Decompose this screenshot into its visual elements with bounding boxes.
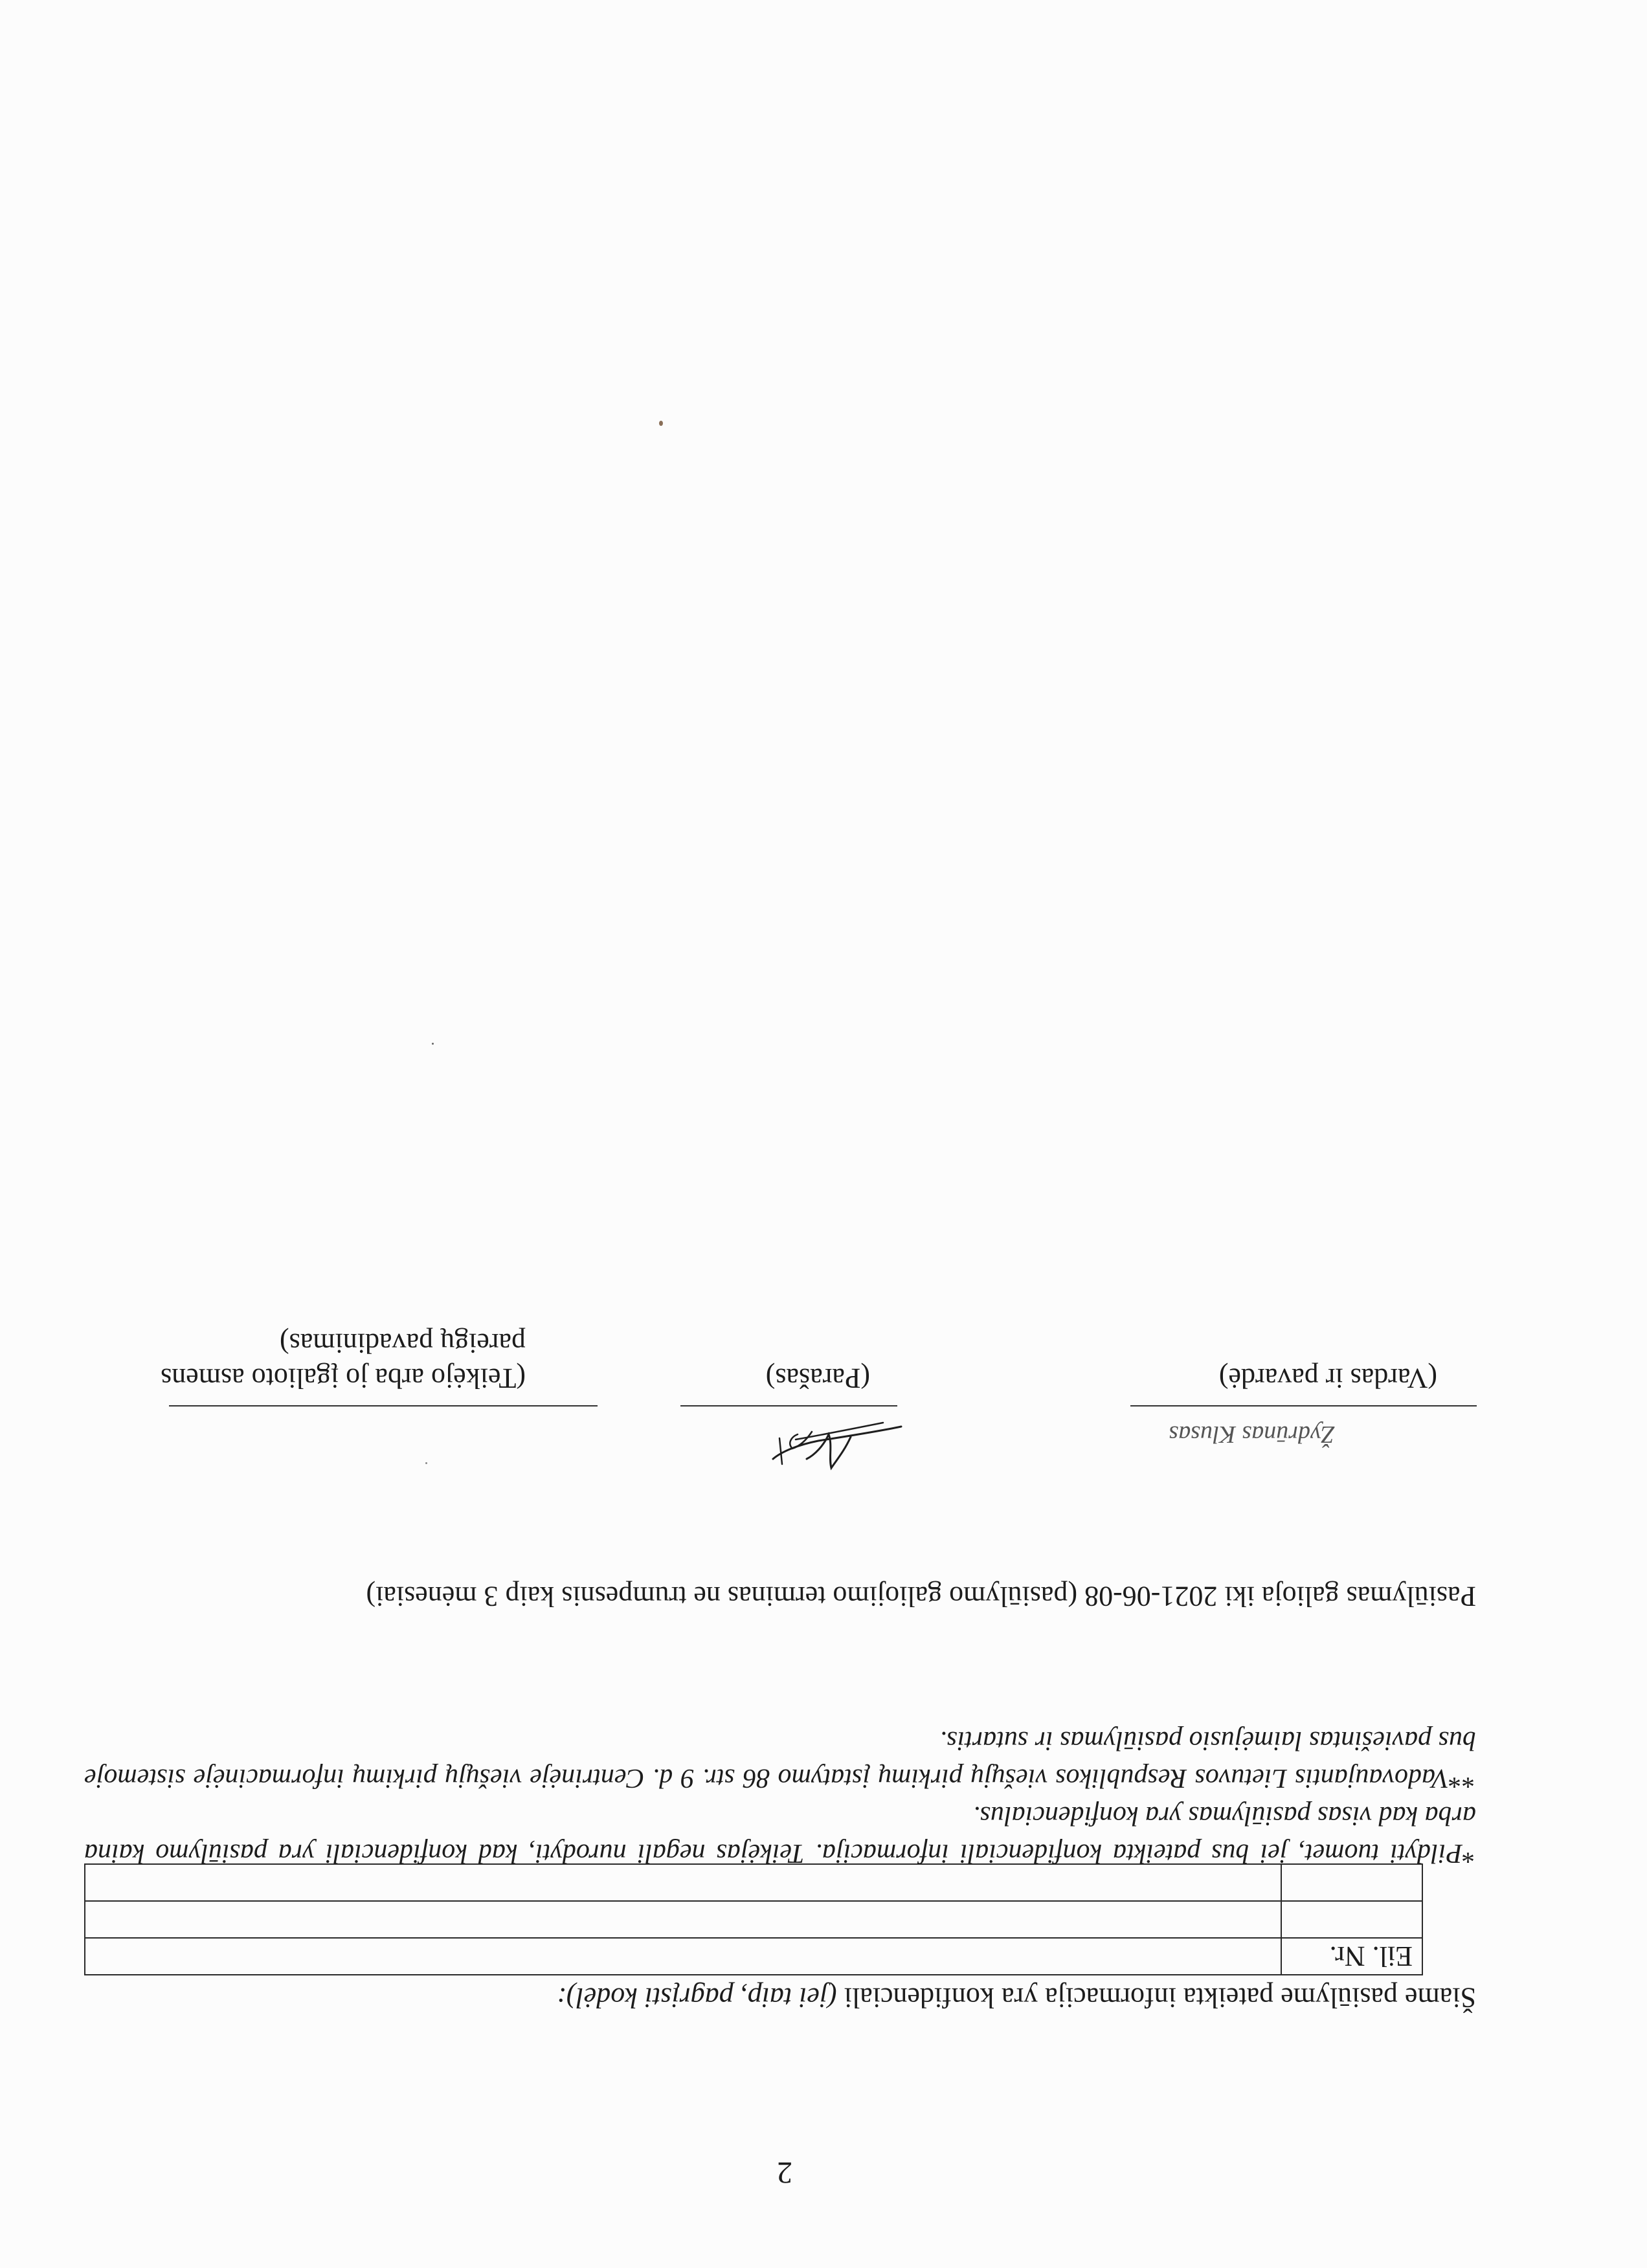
signature-line [680,1405,897,1406]
signature-caption: (Parašas) [765,1362,870,1394]
table-cell [85,1938,1281,1975]
table-cell: Eil. Nr. [1281,1938,1422,1975]
page-number: 2 [777,2155,792,2190]
footnote-publication: **Vadovaujantis Lietuvos Respublikos viešųjų pirkimų įstatymo 86 str. 9 d. Centrinėje viešųjų pirkimų informacinėje sistemoje bus paviešintas laimėjusio pasiūlymas ir sutartis. [84,1726,1476,1793]
confidential-info-table [84,1863,1423,1975]
table-cell [85,1901,1281,1938]
typed-name: Žydrūnas Klusas [1169,1421,1335,1448]
question-text: Šiame pasiūlyme pateikta informacija yra konfidenciali [836,1982,1476,2014]
table-cell [1281,1901,1422,1938]
scan-speck [432,1043,434,1045]
position-signature-line [169,1405,598,1406]
footnote-confidential: *Pildyti tuomet, jei bus pateikta konfidenciali informacija. Teikėjas negali nurodyti, kad konfidenciali yra pasiūlymo kaina arba kad visas pasiūlymas yra konfidencialus. [84,1801,1476,1868]
name-caption: (Vardas ir pavardė) [1218,1362,1437,1394]
position-caption: (Teikėjo arba jo įgalioto asmens pareigų pavadinimas) [161,1328,526,1394]
scan-speck [659,421,663,426]
confidentiality-question [557,1981,1476,2014]
handwritten-signature [767,1406,909,1477]
name-signature-line [1130,1405,1477,1406]
scan-speck [425,1462,427,1464]
table-row [85,1938,1422,1975]
question-hint: (jei taip, pagrįsti kodėl): [557,1982,837,2014]
table-row [85,1901,1422,1938]
offer-validity: Pasiūlymas galioja iki 2021-06-08 (pasiūlymo galiojimo terminas ne trumpesnis kaip 3 mėnesiai) [366,1581,1476,1612]
